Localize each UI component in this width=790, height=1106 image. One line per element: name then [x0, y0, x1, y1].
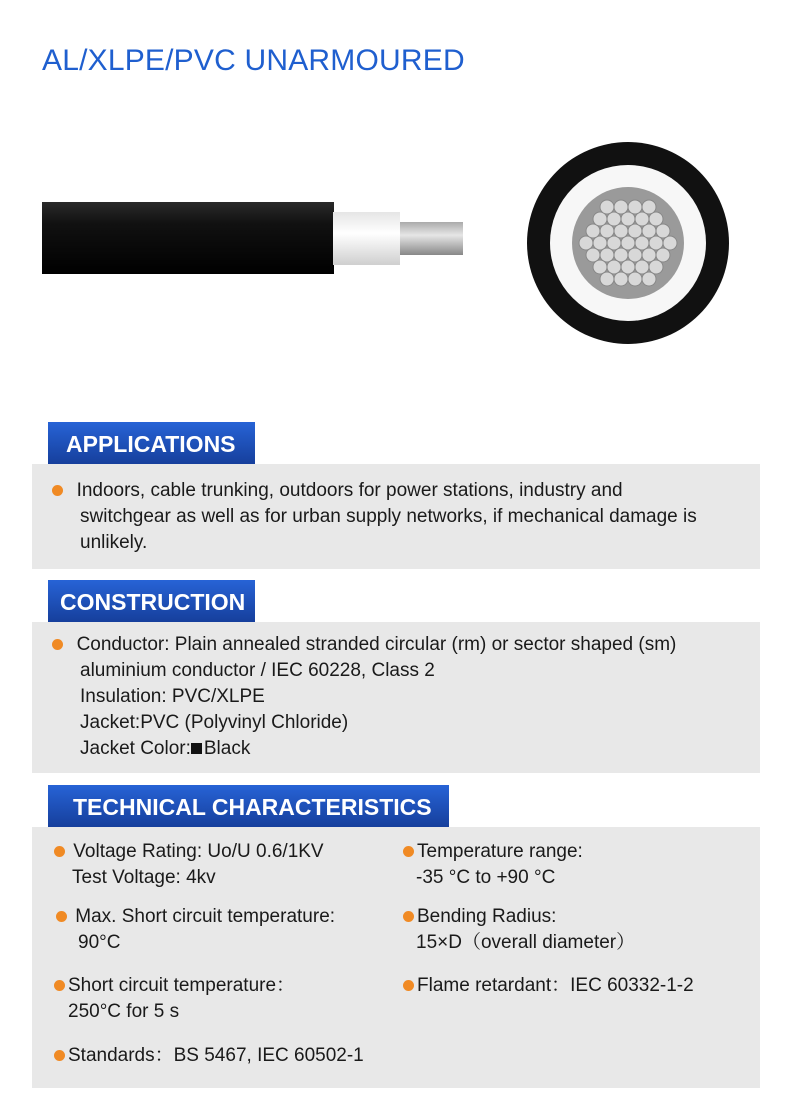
- tech-item-short-circuit: [54, 973, 295, 1025]
- tech-item-flame-retardant: [403, 973, 694, 999]
- applications-heading: APPLICATIONS: [48, 422, 255, 464]
- bullet-icon: [54, 980, 65, 991]
- tech-item-bending-radius: [403, 904, 635, 956]
- cable-cross-section-image: [526, 141, 730, 345]
- text: unlikely.: [80, 532, 148, 553]
- text: Test Voltage: 4kv: [72, 867, 216, 888]
- bullet-icon: [56, 911, 67, 922]
- construction-heading: CONSTRUCTION: [48, 580, 255, 622]
- text: aluminium conductor / IEC 60228, Class 2: [80, 660, 435, 681]
- text: Voltage Rating: Uo/U 0.6/1KV: [73, 841, 324, 862]
- text: Insulation: PVC/XLPE: [80, 686, 265, 707]
- bullet-icon: [52, 485, 63, 496]
- text: 250°C for 5 s: [68, 1001, 180, 1022]
- bullet-icon: [52, 639, 63, 650]
- text: Temperature range:: [417, 841, 583, 862]
- tech-item-max-short-circuit: [56, 904, 335, 956]
- tech-item-standards: [54, 1043, 364, 1069]
- text: Max. Short circuit temperature:: [75, 906, 336, 927]
- applications-item: [52, 478, 697, 556]
- tech-item-voltage: [54, 839, 324, 891]
- technical-panel: [32, 827, 760, 1088]
- bullet-icon: [54, 1050, 65, 1061]
- page-title: AL/XLPE/PVC UNARMOURED: [42, 44, 465, 77]
- bullet-icon: [403, 980, 414, 991]
- text: 15×D（overall diameter）: [416, 932, 636, 953]
- technical-heading: TECHNICAL CHARACTERISTICS: [48, 785, 449, 827]
- text: Jacket:PVC (Polyvinyl Chloride): [80, 712, 349, 733]
- text: Short circuit temperature：: [68, 975, 296, 996]
- text: Conductor: Plain annealed stranded circular (rm) or sector shaped (sm): [76, 634, 677, 655]
- text: 90°C: [78, 932, 121, 953]
- jacket-color-label: Jacket Color:: [80, 738, 191, 759]
- construction-panel: [32, 622, 760, 773]
- bullet-icon: [403, 911, 414, 922]
- text: Bending Radius:: [417, 906, 557, 927]
- tech-item-temperature-range: [403, 839, 583, 891]
- text: switchgear as well as for urban supply networks, if mechanical damage is: [80, 506, 697, 527]
- construction-item: [52, 632, 676, 762]
- text: -35 °C to +90 °C: [416, 867, 556, 888]
- text: Indoors, cable trunking, outdoors for power stations, industry and: [76, 480, 623, 501]
- bullet-icon: [54, 846, 65, 857]
- text: Standards：BS 5467, IEC 60502-1: [68, 1045, 364, 1066]
- jacket-color-value: Black: [203, 738, 251, 759]
- text: Flame retardant：IEC 60332-1-2: [417, 975, 694, 996]
- applications-panel: [32, 464, 760, 569]
- bullet-icon: [403, 846, 414, 857]
- cable-side-image: [40, 195, 470, 280]
- color-swatch-icon: [191, 743, 202, 754]
